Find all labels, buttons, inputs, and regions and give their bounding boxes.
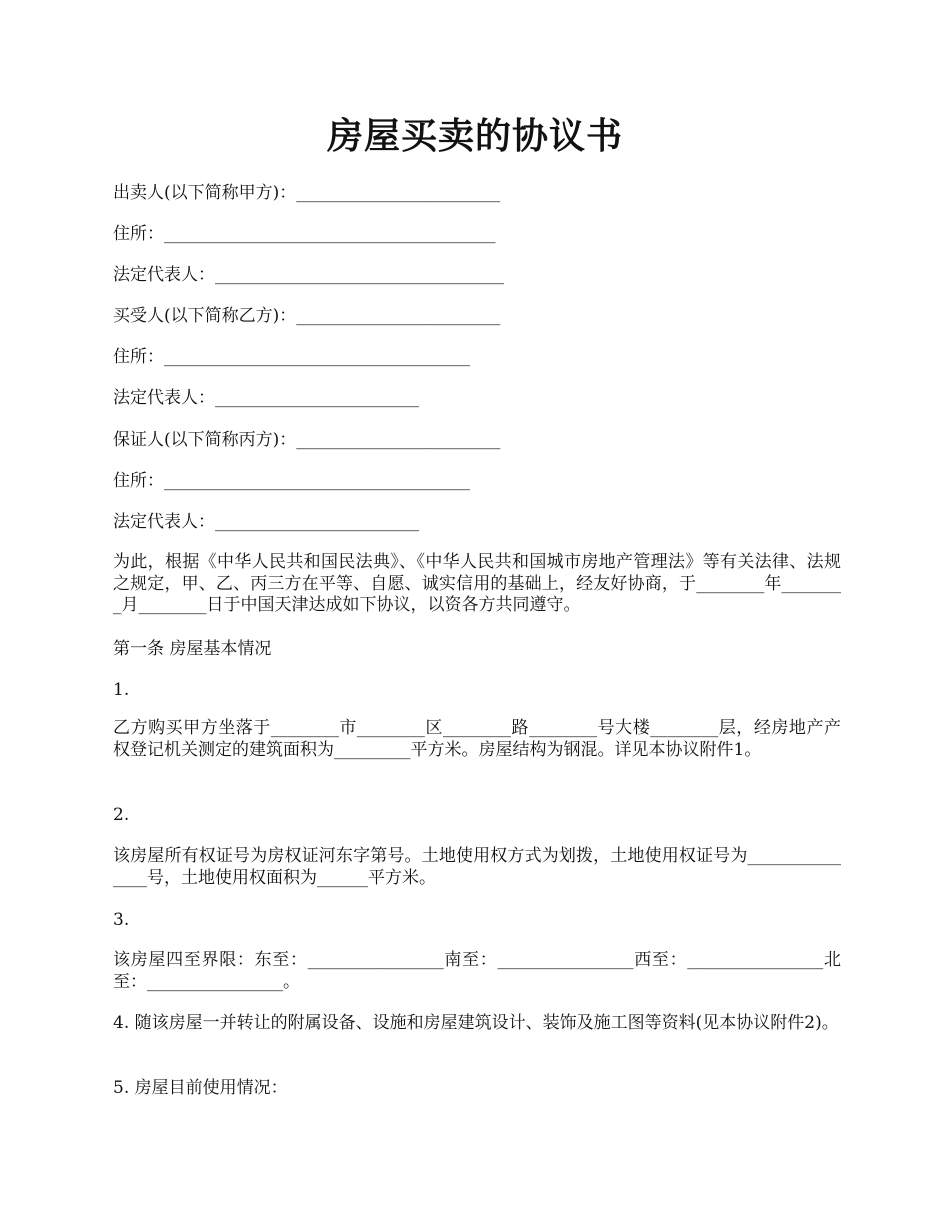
buyer-name-line: 买受人(以下简称乙方)：________________________ [113, 306, 501, 326]
item-3-paragraph: 该房屋四至界限：东至：________________南至：________________西至：________________北至：________________。 [113, 950, 841, 992]
item-4-paragraph: 4. 随该房屋一并转让的附属设备、设施和房屋建筑设计、装饰及施工图等资料(见本协议附件2)。 [113, 1013, 839, 1033]
buyer-address-line: 住所：____________________________________ [113, 347, 470, 367]
item-2-number: 2. [113, 805, 130, 825]
seller-name-line: 出卖人(以下简称甲方)：________________________ [113, 183, 501, 203]
guarantor-representative-line: 法定代表人：________________________ [113, 512, 419, 532]
item-1-paragraph: 乙方购买甲方坐落于________市________区________路________号大楼________层，经房地产产权登记机关测定的建筑面积为_________平方米。房屋结构为钢混。详见本协议附件1。 [113, 718, 841, 760]
guarantor-name-line: 保证人(以下简称丙方)：________________________ [113, 430, 501, 450]
item-2-paragraph: 该房屋所有权证号为房权证河东字第号。土地使用权方式为划拨，土地使用权证号为_______________号，土地使用权面积为______平方米。 [113, 846, 841, 888]
document-title: 房屋买卖的协议书 [326, 115, 623, 157]
item-5-line: 5. 房屋目前使用情况： [113, 1078, 288, 1098]
seller-address-line: 住所：_______________________________________ [113, 224, 496, 244]
buyer-representative-line: 法定代表人：________________________ [113, 388, 419, 408]
item-1-number: 1. [113, 680, 130, 700]
guarantor-address-line: 住所：____________________________________ [113, 471, 470, 491]
seller-representative-line: 法定代表人：__________________________________ [113, 265, 504, 285]
item-3-number: 3. [113, 910, 130, 930]
preamble-paragraph: 为此，根据《中华人民共和国民法典》、《中华人民共和国城市房地产管理法》等有关法律、法规之规定，甲、乙、丙三方在平等、自愿、诚实信用的基础上，经友好协商，于________年________月________日于中国天津达成如下协议，以资各方共同遵守。 [113, 552, 841, 615]
article-1-heading: 第一条 房屋基本情况 [113, 639, 272, 659]
